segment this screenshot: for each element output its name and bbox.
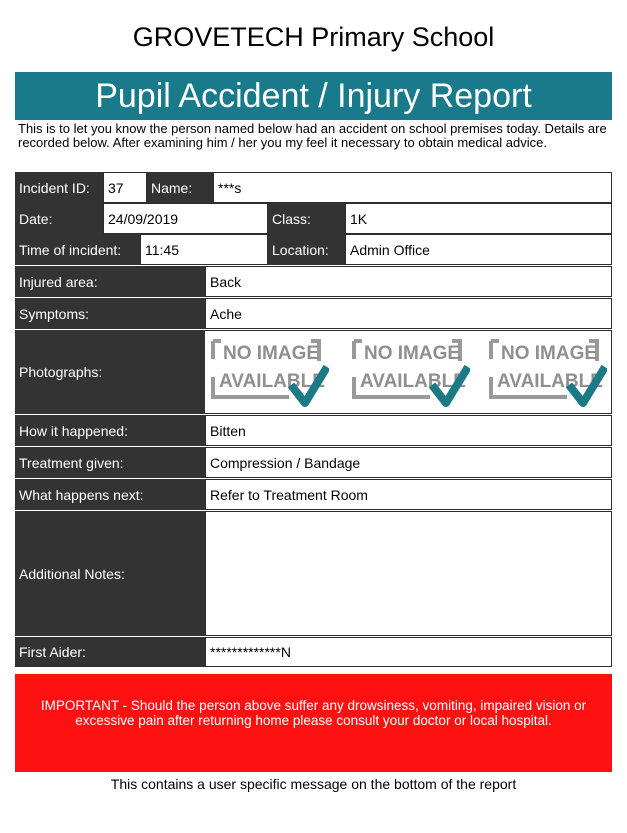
no-image-placeholder[interactable] bbox=[209, 333, 329, 409]
name-label: Name: bbox=[147, 172, 213, 203]
time-value: 11:45 bbox=[140, 234, 268, 265]
available-text: AVAILABLE bbox=[219, 371, 325, 392]
school-name: GROVETECH Primary School bbox=[132, 22, 495, 52]
no-image-text: NO IMAGE bbox=[223, 343, 320, 364]
photographs-label: Photographs: bbox=[15, 330, 205, 414]
incident-id-value: 37 bbox=[103, 172, 147, 203]
location-label: Location: bbox=[268, 234, 345, 265]
no-image-placeholder[interactable] bbox=[350, 333, 470, 409]
important-notice: IMPORTANT - Should the person above suffer any drowsiness, vomiting, impaired vision or excessive pain after returning home please consult your doctor or local hospital. bbox=[15, 674, 612, 772]
intro-text: This is to let you know the person named below had an accident on school premises today. Details are recorded below. After examining him / her you my feel it necessary to obtain medical advice. bbox=[18, 121, 607, 150]
name-value: ***s bbox=[213, 172, 612, 203]
photographs-area bbox=[205, 330, 612, 414]
date-label: Date: bbox=[15, 203, 103, 234]
no-image-text: NO IMAGE bbox=[364, 343, 461, 364]
no-image-text: NO IMAGE bbox=[501, 343, 598, 364]
injured-area-value: Back bbox=[205, 266, 612, 297]
incident-id-label: Incident ID: bbox=[15, 172, 103, 203]
injured-area-label: Injured area: bbox=[15, 266, 205, 297]
treatment-value: Compression / Bandage bbox=[205, 447, 612, 478]
how-label: How it happened: bbox=[15, 415, 205, 446]
treatment-label: Treatment given: bbox=[15, 447, 205, 478]
notes-label: Additional Notes: bbox=[15, 511, 205, 636]
symptoms-value: Ache bbox=[205, 298, 612, 329]
available-text: AVAILABLE bbox=[360, 371, 466, 392]
class-label: Class: bbox=[268, 203, 345, 234]
no-image-placeholder[interactable] bbox=[487, 333, 607, 409]
symptoms-label: Symptoms: bbox=[15, 298, 205, 329]
location-value: Admin Office bbox=[345, 234, 612, 265]
available-text: AVAILABLE bbox=[497, 371, 603, 392]
footer-message: This contains a user specific message on the bottom of the report bbox=[110, 776, 517, 792]
report-title: Pupil Accident / Injury Report bbox=[15, 72, 612, 120]
how-value: Bitten bbox=[205, 415, 612, 446]
first-aider-value: *************N bbox=[205, 637, 612, 667]
notes-value bbox=[205, 511, 612, 636]
next-value: Refer to Treatment Room bbox=[205, 479, 612, 510]
next-label: What happens next: bbox=[15, 479, 205, 510]
first-aider-label: First Aider: bbox=[15, 637, 205, 667]
time-label: Time of incident: bbox=[15, 234, 140, 265]
date-value: 24/09/2019 bbox=[103, 203, 268, 234]
class-value: 1K bbox=[345, 203, 612, 234]
